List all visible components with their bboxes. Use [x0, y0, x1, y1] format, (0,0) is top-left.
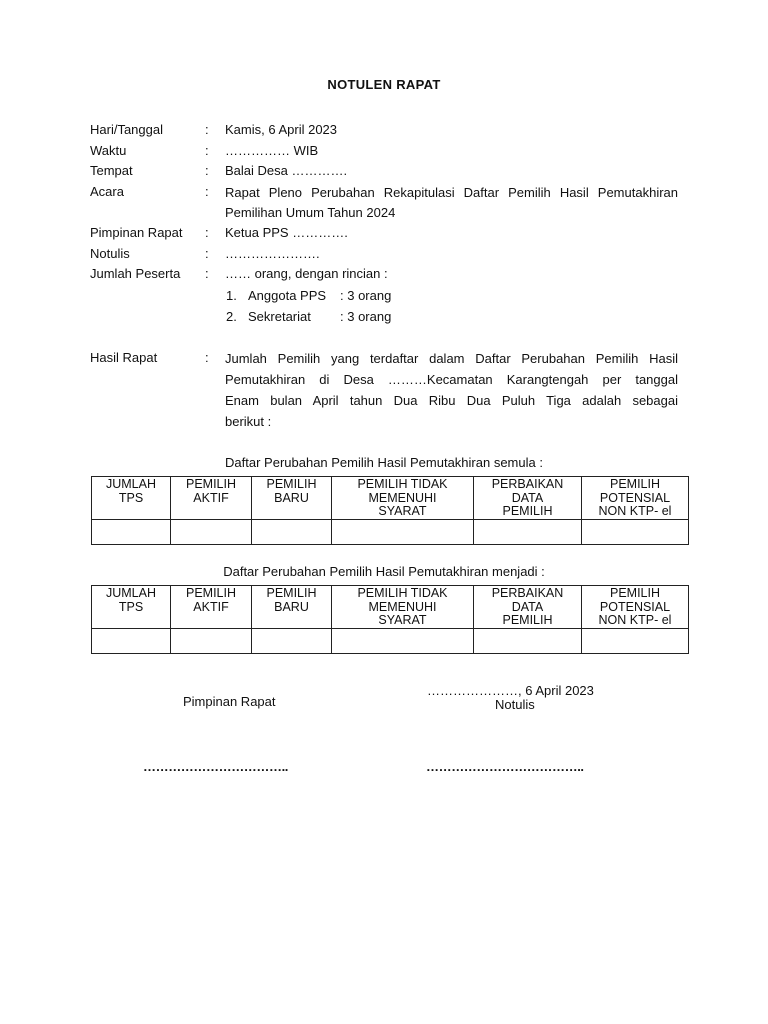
- header-perbaikan-data-pemilih: PERBAIKAN DATA PEMILIH: [474, 477, 582, 520]
- table-row: [92, 628, 689, 653]
- header-jumlah-tps: JUMLAH TPS: [92, 477, 171, 520]
- table-cell[interactable]: [171, 519, 252, 544]
- table-menjadi: [91, 585, 689, 654]
- table-cell[interactable]: [474, 628, 582, 653]
- table-1-caption: Daftar Perubahan Pemilih Hasil Pemutakhiran semula :: [225, 455, 543, 470]
- notulis-value: ………………….: [225, 246, 320, 261]
- participant-count: : 3 orang: [340, 288, 392, 303]
- header-pemilih-baru: PEMILIH BARU: [252, 477, 332, 520]
- waktu-value: …………… WIB: [225, 143, 319, 158]
- participant-name: Sekretariat: [248, 309, 311, 324]
- table-cell[interactable]: [252, 519, 332, 544]
- table-row: [92, 519, 689, 544]
- colon: :: [205, 266, 209, 281]
- hasil-line-4: berikut :: [225, 414, 272, 429]
- table-cell[interactable]: [582, 519, 689, 544]
- colon: :: [205, 163, 209, 178]
- header-pemilih-tidak-memenuhi-syarat: PEMILIH TIDAK MEMENUHI SYARAT: [332, 477, 474, 520]
- pimpinan-value: Ketua PPS ………….: [225, 225, 348, 240]
- header-pemilih-aktif: PEMILIH AKTIF: [171, 477, 252, 520]
- tempat-value: Balai Desa ………….: [225, 163, 348, 178]
- header-pemilih-baru: PEMILIH BARU: [252, 586, 332, 629]
- participant-number: 2.: [226, 309, 237, 324]
- colon: :: [205, 184, 209, 199]
- participant-name: Anggota PPS: [248, 288, 327, 303]
- waktu-label: Waktu: [90, 143, 127, 158]
- notulis-label: Notulis: [90, 246, 130, 261]
- hasil-line-2: Pemutakhiran di Desa ………Kecamatan Karangtengah per tanggal: [225, 372, 678, 387]
- notulis-signature-line: ………………………………..: [426, 759, 584, 774]
- table-header-row: [92, 477, 689, 520]
- tempat-label: Tempat: [90, 163, 133, 178]
- pimpinan-signature-title: Pimpinan Rapat: [183, 694, 276, 709]
- colon: :: [205, 350, 209, 365]
- acara-line-2: Pemilihan Umum Tahun 2024: [225, 205, 396, 220]
- header-pemilih-potensial: PEMILIH POTENSIAL NON KTP- el: [582, 586, 689, 629]
- signature-date: …………………, 6 April 2023: [427, 683, 594, 698]
- peserta-value: …… orang, dengan rincian :: [225, 266, 388, 281]
- hasil-line-3: Enam bulan April tahun Dua Ribu Dua Puluh Tiga adalah sebagai: [225, 393, 678, 408]
- table-2-caption: Daftar Perubahan Pemilih Hasil Pemutakhiran menjadi :: [223, 564, 545, 579]
- table-cell[interactable]: [92, 628, 171, 653]
- document-title: NOTULEN RAPAT: [327, 77, 441, 92]
- header-pemilih-potensial: PEMILIH POTENSIAL NON KTP- el: [582, 477, 689, 520]
- hasil-line-1: Jumlah Pemilih yang terdaftar dalam Daftar Perubahan Pemilih Hasil: [225, 351, 678, 366]
- table-cell[interactable]: [332, 519, 474, 544]
- colon: :: [205, 246, 209, 261]
- table-cell[interactable]: [171, 628, 252, 653]
- participant-number: 1.: [226, 288, 237, 303]
- table-cell[interactable]: [252, 628, 332, 653]
- colon: :: [205, 143, 209, 158]
- hari-value: Kamis, 6 April 2023: [225, 122, 338, 137]
- table-semula: [91, 476, 689, 545]
- pimpinan-label: Pimpinan Rapat: [90, 225, 183, 240]
- table-header-row: [92, 586, 689, 629]
- pimpinan-signature-line: ……………………………..: [143, 759, 289, 774]
- header-perbaikan-data-pemilih: PERBAIKAN DATA PEMILIH: [474, 586, 582, 629]
- table-cell[interactable]: [92, 519, 171, 544]
- acara-line-1: Rapat Pleno Perubahan Rekapitulasi Daftar Pemilih Hasil Pemutakhiran: [225, 185, 678, 200]
- table-cell[interactable]: [474, 519, 582, 544]
- header-jumlah-tps: JUMLAH TPS: [92, 586, 171, 629]
- participant-count: : 3 orang: [340, 309, 392, 324]
- hasil-label: Hasil Rapat: [90, 350, 158, 365]
- acara-label: Acara: [90, 184, 124, 199]
- table-cell[interactable]: [582, 628, 689, 653]
- table-cell[interactable]: [332, 628, 474, 653]
- notulis-signature-title: Notulis: [495, 697, 535, 712]
- colon: :: [205, 225, 209, 240]
- hari-label: Hari/Tanggal: [90, 122, 163, 137]
- peserta-label: Jumlah Peserta: [90, 266, 181, 281]
- header-pemilih-aktif: PEMILIH AKTIF: [171, 586, 252, 629]
- header-pemilih-tidak-memenuhi-syarat: PEMILIH TIDAK MEMENUHI SYARAT: [332, 586, 474, 629]
- colon: :: [205, 122, 209, 137]
